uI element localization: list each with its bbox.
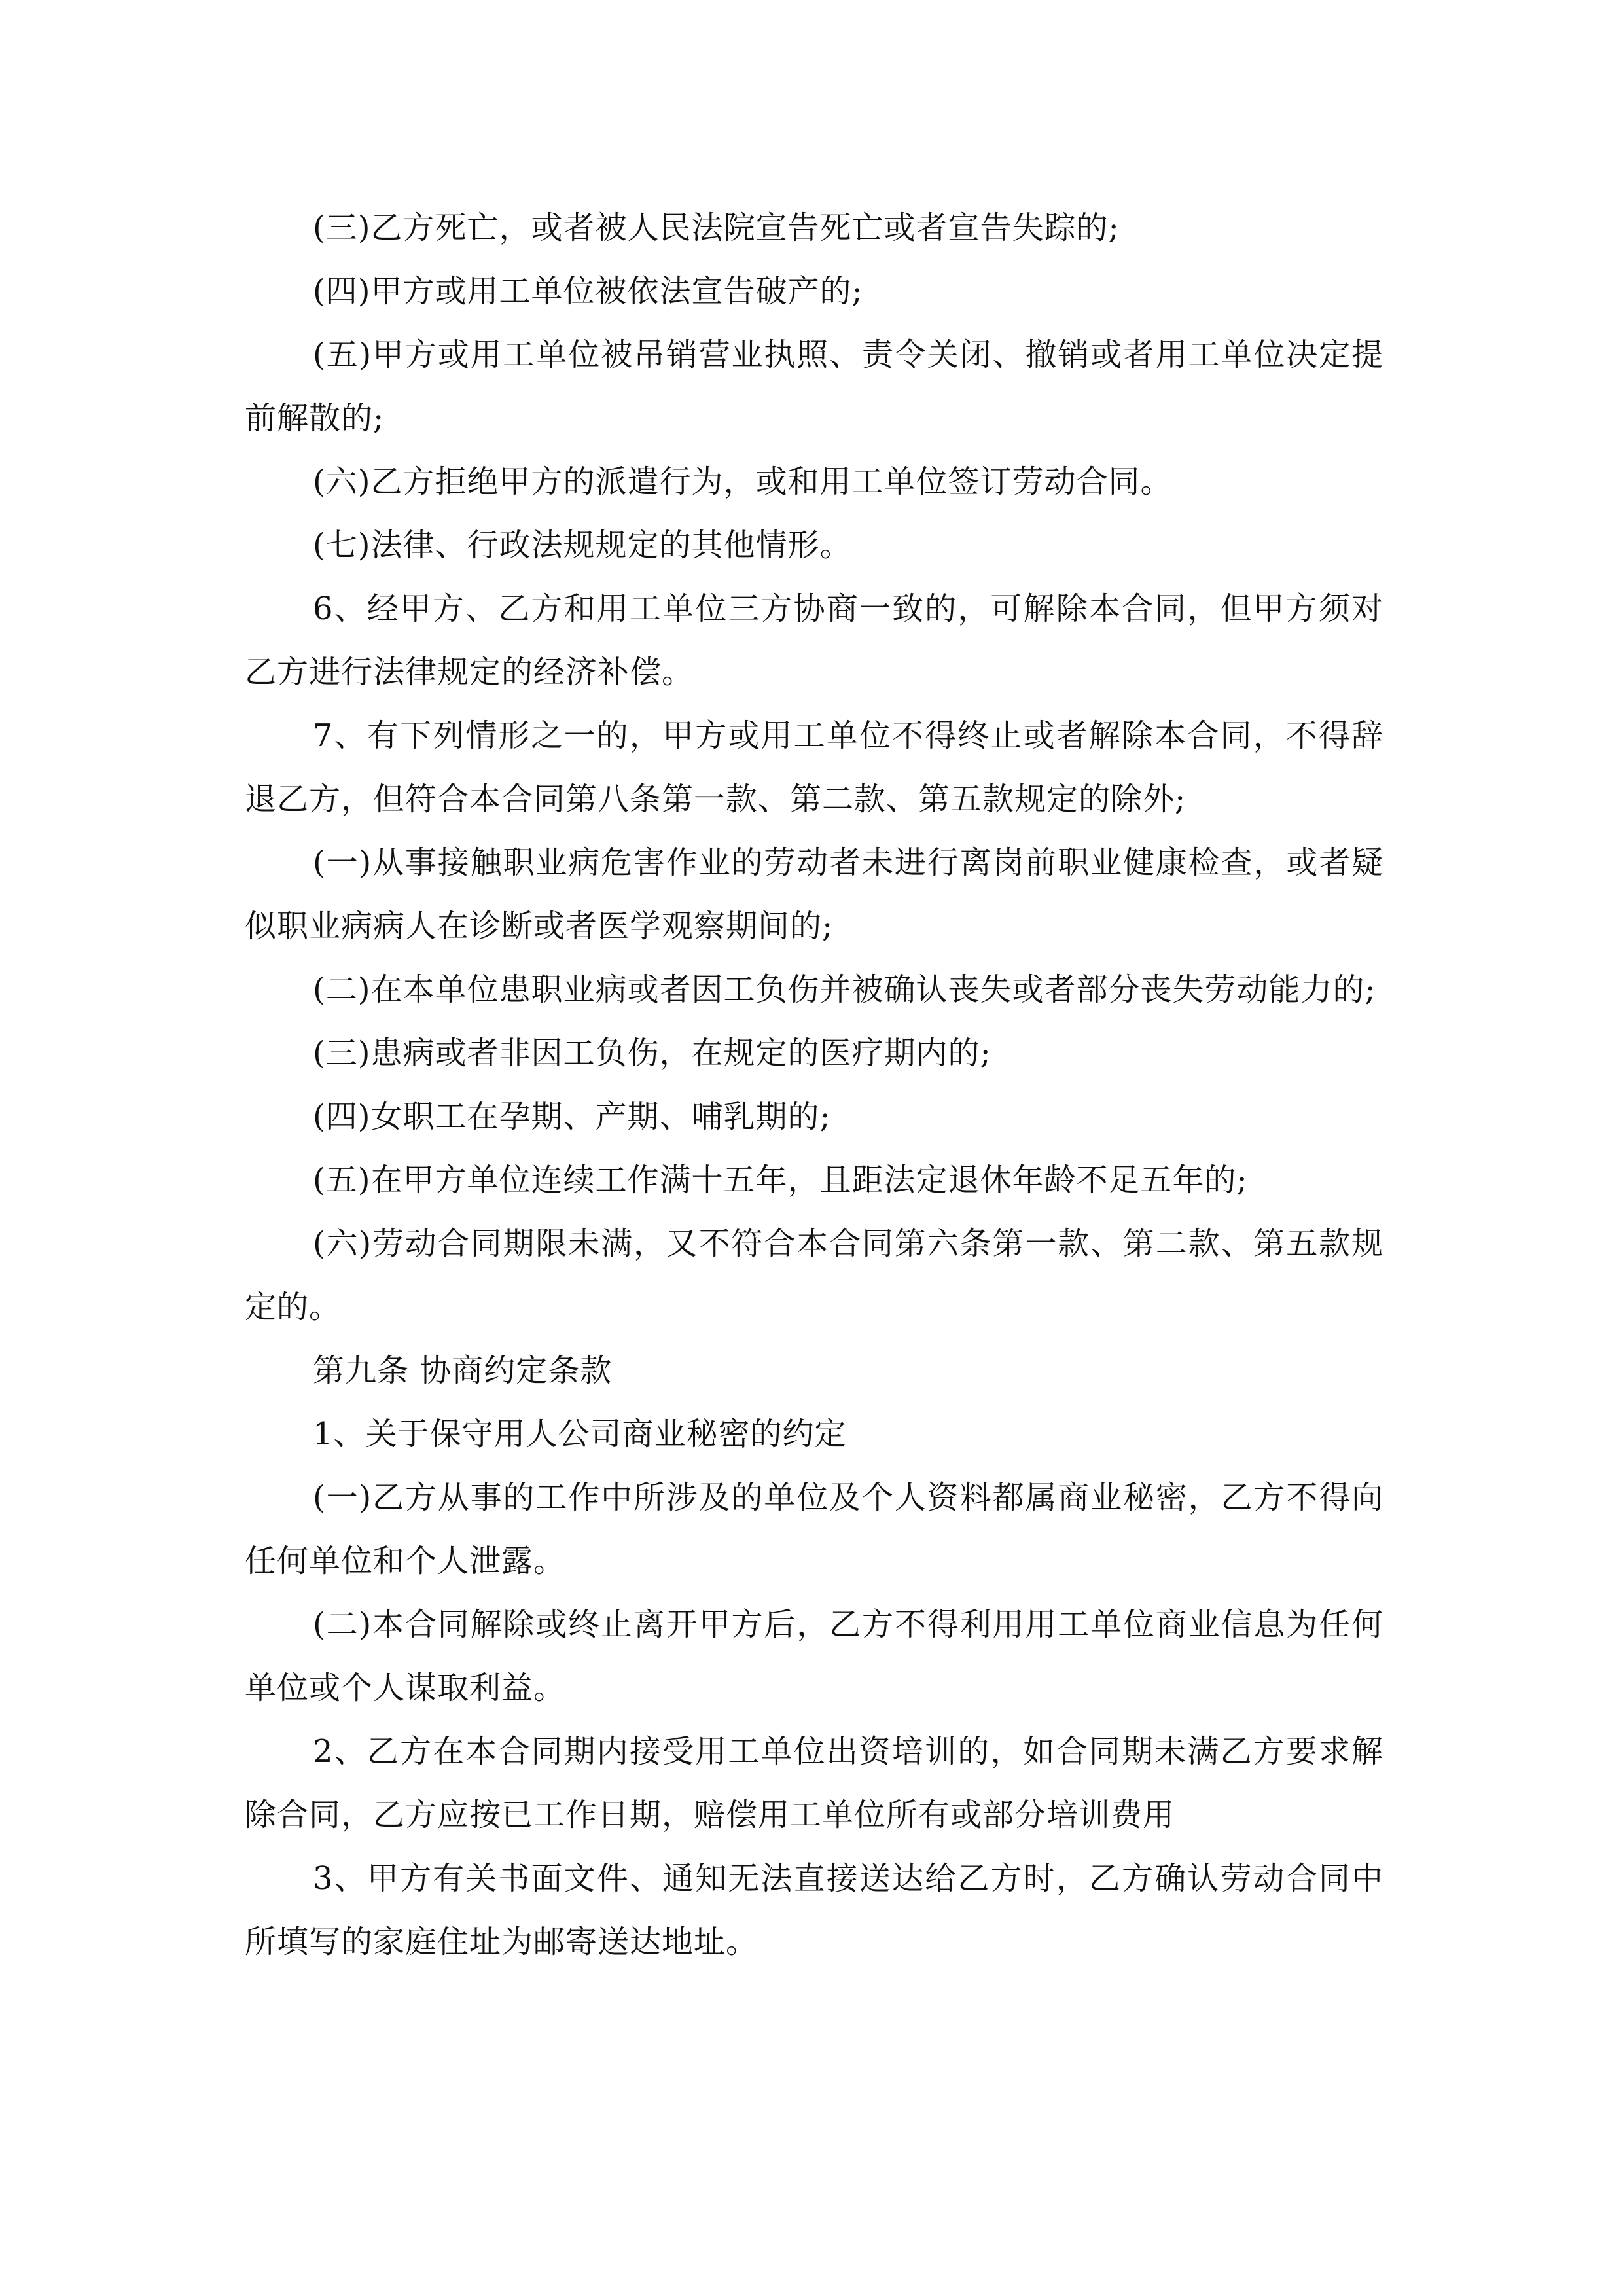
clause-5-license-revoked: (五)甲方或用工单位被吊销营业执照、责令关闭、撤销或者用工单位决定提前解散的; — [245, 336, 1383, 437]
item-6-term-not-expired: (六)劳动合同期限未满，又不符合本合同第六条第一款、第二款、第五款规定的。 — [245, 1225, 1383, 1325]
clause-3-death-or-missing: (三)乙方死亡，或者被人民法院宣告死亡或者宣告失踪的; — [313, 209, 1120, 246]
section-1-trade-secrets: 1、关于保守用人公司商业秘密的约定 — [313, 1416, 847, 1452]
item-1-occupational-exam: (一)从事接触职业病危害作业的劳动者未进行离岗前职业健康检查，或者疑似职业病病人在诊断或者医学观察期间的; — [245, 844, 1383, 944]
secret-item-1: (一)乙方从事的工作中所涉及的单位及个人资料都属商业秘密，乙方不得向任何单位和个人泄露。 — [245, 1479, 1383, 1579]
clause-6-refuse-dispatch: (六)乙方拒绝甲方的派遣行为，或和用工单位签订劳动合同。 — [313, 463, 1173, 500]
item-3-medical-period: (三)患病或者非因工负伤，在规定的医疗期内的; — [313, 1035, 991, 1071]
clause-7-other-legal: (七)法律、行政法规规定的其他情形。 — [313, 527, 852, 564]
article-6-mutual-termination: 6、经甲方、乙方和用工单位三方协商一致的，可解除本合同，但甲方须对乙方进行法律规定的经济补偿。 — [245, 590, 1383, 691]
article-7-no-termination: 7、有下列情形之一的，甲方或用工单位不得终止或者解除本合同，不得辞退乙方，但符合本合同第八条第一款、第二款、第五款规定的除外; — [245, 717, 1383, 817]
clause-4-bankruptcy: (四)甲方或用工单位被依法宣告破产的; — [313, 273, 863, 310]
item-5-fifteen-years: (五)在甲方单位连续工作满十五年，且距法定退休年龄不足五年的; — [313, 1162, 1248, 1198]
secret-item-2: (二)本合同解除或终止离开甲方后，乙方不得利用用工单位商业信息为任何单位或个人谋取利益。 — [245, 1606, 1383, 1706]
article-9-heading: 第九条 协商约定条款 — [313, 1352, 613, 1389]
section-2-training-cost: 2、乙方在本合同期内接受用工单位出资培训的，如合同期未满乙方要求解除合同，乙方应按已工作日期，赔偿用工单位所有或部分培训费用 — [245, 1733, 1383, 1833]
item-4-pregnancy: (四)女职工在孕期、产期、哺乳期的; — [313, 1098, 831, 1135]
document-body — [245, 196, 1383, 1974]
section-3-mailing-address: 3、甲方有关书面文件、通知无法直接送达给乙方时，乙方确认劳动合同中所填写的家庭住址为邮寄送达地址。 — [245, 1860, 1383, 1960]
item-2-work-injury: (二)在本单位患职业病或者因工负伤并被确认丧失或者部分丧失劳动能力的; — [313, 971, 1376, 1008]
